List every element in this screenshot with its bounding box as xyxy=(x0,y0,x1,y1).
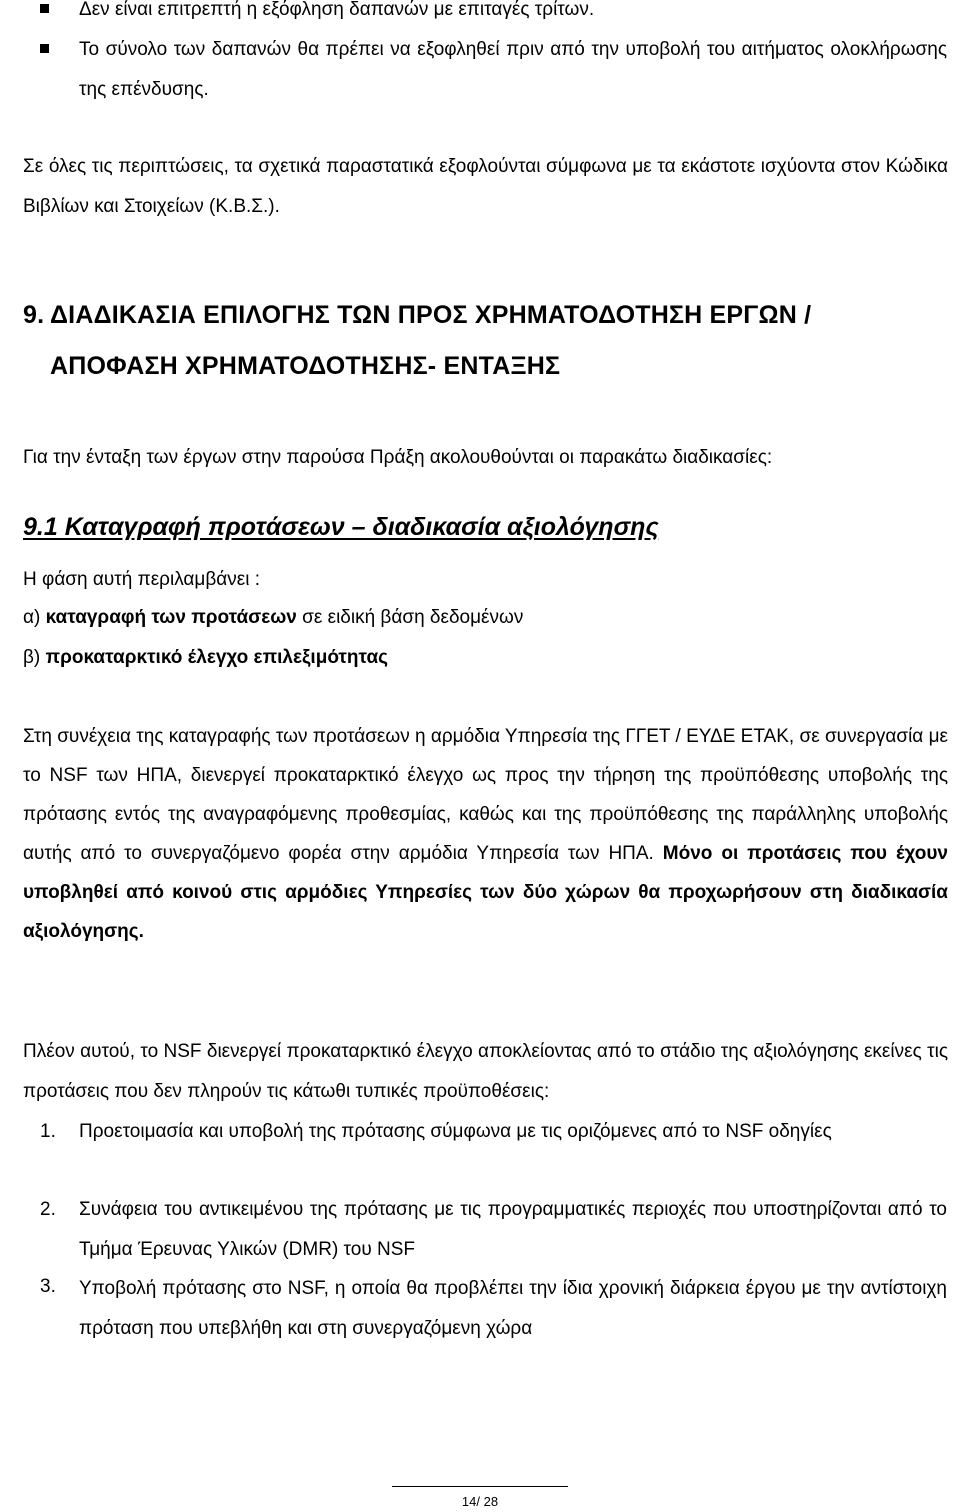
footer-rule xyxy=(392,1486,568,1487)
phase-item-b xyxy=(23,638,388,678)
condition-text: Υποβολή πρότασης στο NSF, η οποία θα προβλέπει την ίδια χρονική διάρκεια έργου με την αντίστοιχη πρόταση που υπεβλήθη και στη συνεργαζόμενη χώρα xyxy=(79,1278,947,1339)
paragraph-settlement: Σε όλες τις περιπτώσεις, τα σχετικά παραστατικά εξοφλούνται σύμφωνα με τα εκάστοτε ισχύοντα στον Κώδικα Βιβλίων και Στοιχείων (Κ.Β.Σ.). xyxy=(23,156,948,217)
paragraph-preliminary-check xyxy=(23,717,948,951)
section-9-title-line2: ΑΠΟΦΑΣΗ ΧΡΗΜΑΤΟΔΟΤΗΣΗΣ- ΕΝΤΑΞΗΣ xyxy=(50,352,561,380)
bullet-item: Δεν είναι επιτρεπτή η εξόφληση δαπανών με επιταγές τρίτων. xyxy=(79,0,595,20)
bullet-square-icon xyxy=(40,44,49,53)
condition-number: 3. xyxy=(40,1276,56,1297)
phase-item-a-rest: σε ειδική βάση δεδομένων xyxy=(296,607,524,628)
phase-item-a xyxy=(23,598,523,638)
section-9-number: 9. xyxy=(23,301,45,329)
paragraph-preliminary-check-text: Στη συνέχεια της καταγραφής των προτάσεων η αρμόδια Υπηρεσία της ΓΓΕΤ / ΕΥΔΕ ΕΤΑΚ, σε συνεργασία με το NSF των ΗΠΑ, διενεργεί προκαταρκτικό έλεγχο ως προς την τήρηση της προϋπόθεσης υποβολής της πρότασης εντός της αναγραφόμενης προθεσμίας, καθώς και της προϋπόθεσης της παράλληλης υποβολής αυτής από το συνεργαζόμενο φορέα στην αρμόδια Υπηρεσία των ΗΠΑ. xyxy=(23,726,948,864)
bullet-item: Το σύνολο των δαπανών θα πρέπει να εξοφληθεί πριν από την υποβολή του αιτήματος ολοκλήρωσης της επένδυσης. xyxy=(79,39,947,100)
section-9-1-title: 9.1 Καταγραφή προτάσεων – διαδικασία αξιολόγησης xyxy=(23,513,659,541)
phase-intro: Η φάση αυτή περιλαμβάνει : xyxy=(23,569,261,590)
section-9-intro: Για την ένταξη των έργων στην παρούσα Πράξη ακολουθούνται οι παρακάτω διαδικασίες: xyxy=(23,447,773,468)
paragraph-nsf-check: Πλέον αυτού, το NSF διενεργεί προκαταρκτικό έλεγχο αποκλείοντας από το στάδιο της αξιολόγησης εκείνες τις προτάσεις που δεν πληρούν τις κάτωθι τυπικές προϋποθέσεις: xyxy=(23,1041,948,1102)
phase-item-b-label: β) xyxy=(23,647,46,668)
phase-item-b-bold: προκαταρκτικό έλεγχο επιλεξιμότητας xyxy=(45,647,389,668)
condition-number: 1. xyxy=(40,1121,56,1142)
page-number: 14/ 28 xyxy=(461,1494,499,1509)
phase-item-a-label: α) xyxy=(23,607,46,628)
bullet-square-icon xyxy=(40,4,49,13)
paragraph-preliminary-check-bold: Μόνο οι προτάσεις που έχουν υποβληθεί από κοινού στις αρμόδιες Υπηρεσίες των δύο χώρων θα προχωρήσουν στη διαδικασία αξιολόγησης. xyxy=(23,843,948,942)
section-9-title-line1: ΔΙΑΔΙΚΑΣΙΑ ΕΠΙΛΟΓΗΣ ΤΩΝ ΠΡΟΣ ΧΡΗΜΑΤΟΔΟΤΗΣΗ ΕΡΓΩΝ / xyxy=(50,301,812,329)
phase-item-a-bold: καταγραφή των προτάσεων xyxy=(45,607,297,628)
condition-text: Συνάφεια του αντικειμένου της πρότασης με τις προγραμματικές περιοχές που υποστηρίζονται από το Τμήμα Έρευνας Υλικών (DMR) του NSF xyxy=(79,1199,947,1260)
condition-number: 2. xyxy=(40,1199,56,1220)
condition-text: Προετοιμασία και υποβολή της πρότασης σύμφωνα με τις οριζόμενες από το NSF οδηγίες xyxy=(79,1121,832,1142)
